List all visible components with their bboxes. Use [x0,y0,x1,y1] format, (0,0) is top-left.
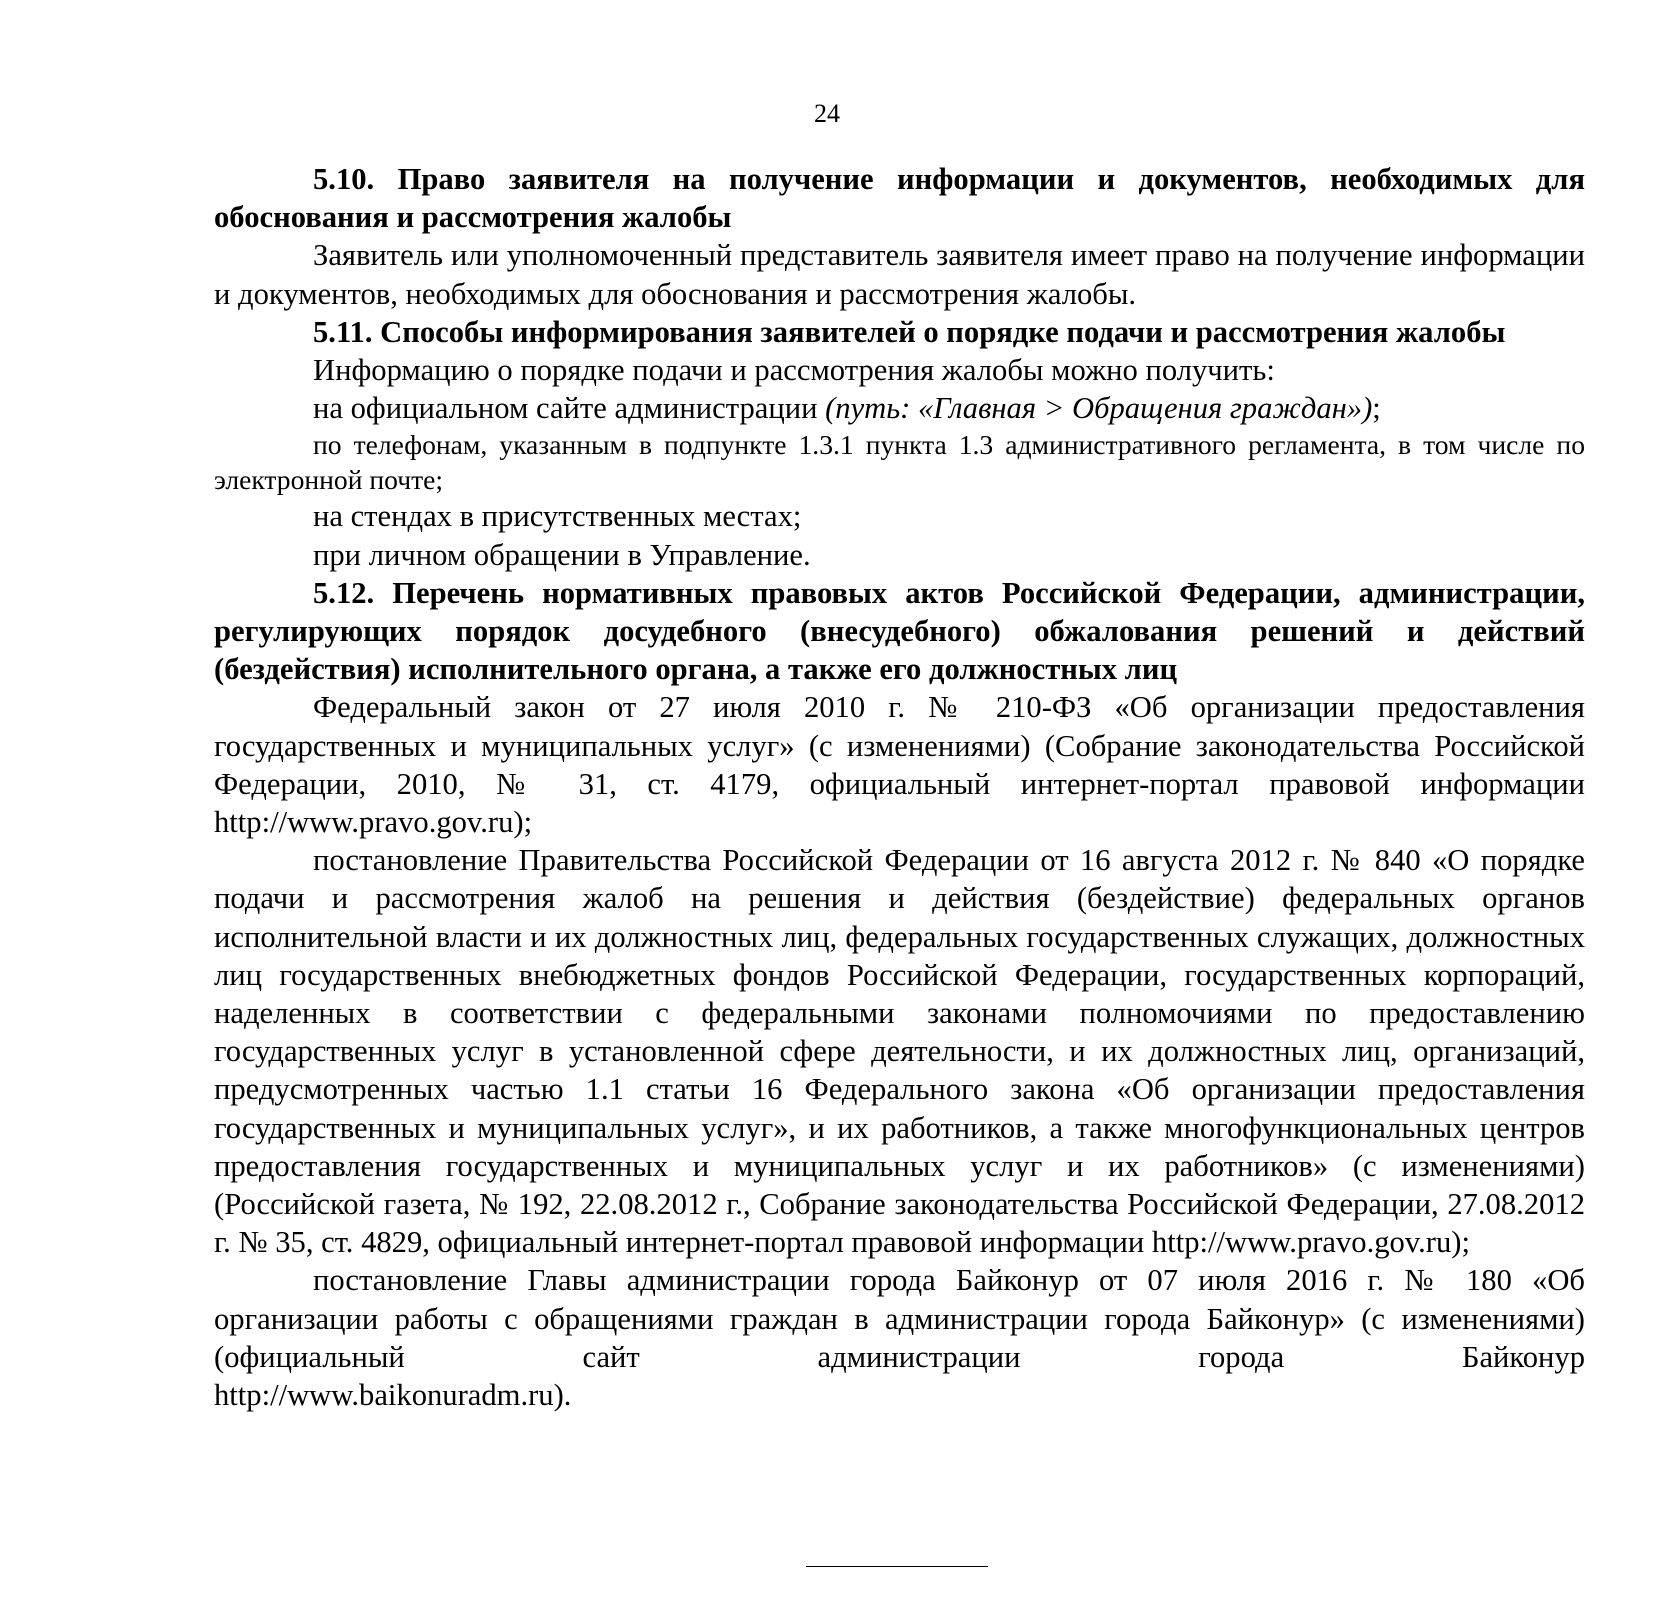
section-5-10-heading: 5.10. Право заявителя на получение информации и документов, необходимых для обоснования и рассмотрения жалобы [214,162,1585,235]
legal-act-baikonur-url: http://www.baikonuradm.ru). [214,1378,572,1413]
info-source-website-end: ; [1372,391,1381,426]
info-source-stands: на стендах в присутственных местах; [313,499,802,534]
section-5-10-text: Заявитель или уполномоченный представитель заявителя имеет право на получение информации и документов, необходимых для обоснования и рассмотрения жалобы. [214,238,1585,311]
info-source-website-text: на официальном сайте администрации [313,391,826,426]
legal-act-government-decree-840: постановление Правительства Российской Федерации от 16 августа 2012 г. № 840 «О порядке подачи и рассмотрения жалоб на решения и действия (бездействие) федеральных органов исполнительной власти и их должностных лиц, федеральных государственных служащих, должностных лиц государственных внебюджетных фондов Российской Федерации, государственных корпораций, наделенных в соответствии с федеральными законами полномочиями по предоставлению государственных услуг в установленной сфере деятельности, и их должностных лиц, организаций, предусмотренных частью 1.1 статьи 16 Федерального закона «Об организации предоставления государственных и муниципальных услуг», и их работников, а также многофункциональных центров предоставления государственных и муниципальных услуг и их работников» (с изменениями) (Российской газета, № 192, 22.08.2012 г., Собрание законодательства Российской Федерации, 27.08.2012 г. № 35, ст. 4829, официальный интернет-портал правовой информации http://www.pravo.gov.ru); [214,843,1585,1260]
section-5-11-intro: Информацию о порядке подачи и рассмотрения жалобы можно получить: [313,353,1275,388]
info-source-personal: при личном обращении в Управление. [313,537,811,572]
legal-act-federal-law-210: Федеральный закон от 27 июля 2010 г. № 210-ФЗ «Об организации предоставления государственных и муниципальных услуг» (с изменениями) (Собрание законодательства Российской Федерации, 2010, № 31, ст. 4179, официальный интернет-портал правовой информации http://www.pravo.gov.ru); [214,690,1585,840]
document-body [214,160,1585,1414]
info-source-phone: по телефонам, указанным в подпункте 1.3.1 пункта 1.3 административного регламента, в том числе по электронной почте; [214,429,1585,496]
section-5-12-heading: 5.12. Перечень нормативных правовых актов Российской Федерации, администрации, регулирующих порядок досудебного (внесудебного) обжалования решений и действий (бездействия) исполнительного органа, а также его должностных лиц [214,575,1585,687]
website-path: (путь: «Главная > Обращения граждан») [825,391,1373,426]
end-divider [806,1566,988,1567]
info-source-website [214,389,1585,427]
legal-act-baikonur-decree-180: постановление Главы администрации города Байконур от 07 июля 2016 г. № 180 «Об организации работы с обращениями граждан в администрации города Байконур» (с изменениями) (официальный сайт администрации города Байконур [214,1263,1585,1374]
page-number: 24 [814,99,840,128]
section-5-11-heading: 5.11. Способы информирования заявителей о порядке подачи и рассмотрения жалобы [313,314,1506,349]
